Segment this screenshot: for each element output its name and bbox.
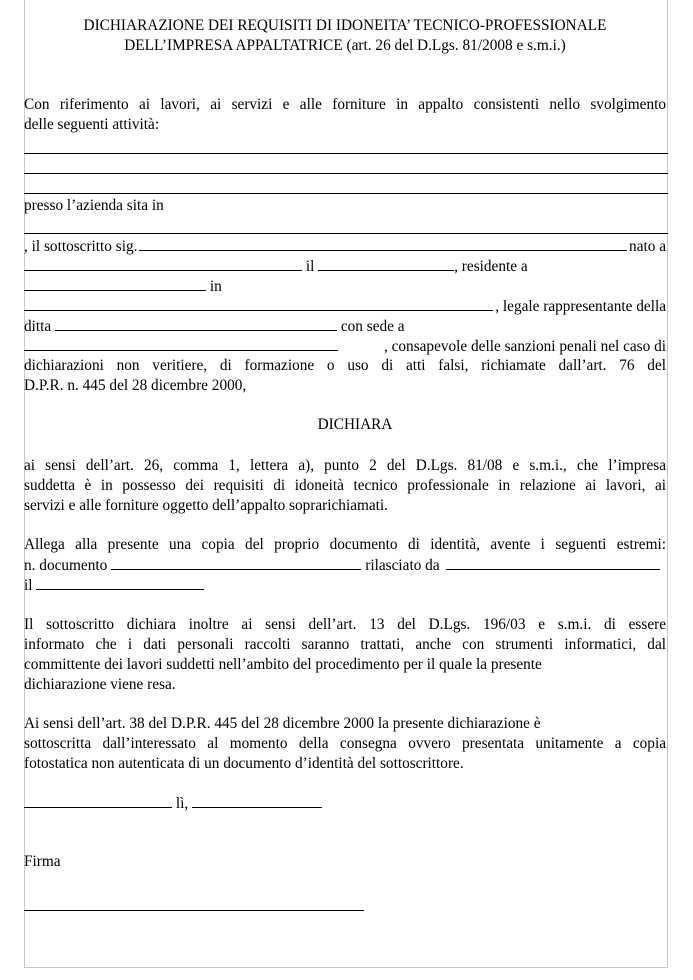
date-field[interactable]	[192, 793, 322, 808]
declares-heading: DICHIARA	[317, 416, 393, 433]
activities-field-line-1[interactable]	[24, 153, 668, 154]
activities-field-line-3[interactable]	[24, 193, 668, 194]
address-field-line[interactable]	[24, 233, 668, 234]
residence-row	[24, 276, 222, 297]
art38-line-1: Ai sensi dell’art. 38 del D.P.R. 445 del 28 dicembre 2000 la presente dichiarazione è	[24, 715, 541, 732]
residence-address-field[interactable]	[24, 296, 493, 311]
place-date-row	[24, 793, 322, 814]
art38-line-3: fotostatica non autenticata di un documento d’identità del sottoscrittore.	[24, 755, 464, 772]
company-label: ditta	[24, 318, 52, 335]
legal-representative-label: , legale rappresentante della	[495, 298, 666, 315]
declaration-line-1: ai sensi dell’art. 26, comma 1, lettera a), punto 2 del D.Lgs. 81/08 e s.m.i., che l’impresa	[24, 457, 666, 474]
activities-field-line-2[interactable]	[24, 173, 668, 174]
intro-line-1: Con riferimento ai lavori, ai servizi e alle forniture in appalto consistenti nello svolgimento	[24, 96, 666, 113]
document-row	[24, 555, 666, 576]
headquarters-field[interactable]	[24, 336, 338, 351]
birth-row	[24, 256, 528, 277]
residence-field[interactable]	[24, 276, 206, 291]
issued-by-label: rilasciato da	[365, 557, 440, 574]
signer-name-field[interactable]	[139, 236, 627, 251]
in-label: in	[209, 278, 222, 295]
awareness-line-2: dichiarazioni non veritiere, di formazione o uso di atti falsi, richiamate dall’art. 76 del	[24, 357, 666, 374]
document-number-label: n. documento	[24, 557, 108, 574]
headquarters-label: con sede a	[340, 318, 405, 335]
privacy-line-4: dichiarazione viene resa.	[24, 676, 176, 693]
document-number-field[interactable]	[111, 555, 361, 570]
document-title-line-1: DICHIARAZIONE DEI REQUISITI DI IDONEITA’ TECNICO-PROFESSIONALE	[83, 17, 607, 34]
birthplace-field[interactable]	[24, 256, 302, 271]
art38-line-2: sottoscritta dall’interessato al momento della consegna ovvero presentata unitamente a copia	[24, 735, 666, 752]
awareness-row	[24, 336, 666, 357]
document-title-line-2: DELL’IMPRESA APPALTATRICE (art. 26 del D.Lgs. 81/2008 e s.m.i.)	[124, 37, 566, 54]
issue-date-row	[24, 575, 204, 596]
signature-label: Firma	[24, 853, 61, 870]
privacy-line-1: Il sottoscritto dichiara inoltre ai sensi dell’art. 13 del D.Lgs. 196/03 e s.m.i. di essere	[24, 616, 666, 633]
place-field[interactable]	[24, 793, 172, 808]
privacy-line-2: informato che i dati personali raccolti saranno trattati, anche con strumenti informatici, dal	[24, 636, 666, 653]
birthplace-label: nato a	[629, 238, 666, 255]
signer-label: , il sottoscritto sig.	[24, 238, 138, 255]
issue-date-field[interactable]	[36, 575, 204, 590]
declaration-line-2: suddetta è in possesso dei requisiti di idoneità tecnico professionale in relazione ai lavori, ai	[24, 477, 666, 494]
awareness-line-3: D.P.R. n. 445 del 28 dicembre 2000,	[24, 377, 247, 394]
intro-line-2: delle seguenti attività:	[24, 116, 160, 133]
privacy-line-3: committente dei lavori suddetti nell’ambito del procedimento per il quale la presente	[24, 656, 542, 673]
issue-date-label: il	[24, 577, 33, 594]
signer-row	[24, 236, 666, 257]
company-row	[24, 316, 405, 337]
place-date-label: lì,	[175, 795, 189, 812]
company-name-field[interactable]	[55, 316, 337, 331]
declaration-line-3: servizi e alle forniture oggetto dell’appalto soprarichiamati.	[24, 497, 389, 514]
birthdate-field[interactable]	[318, 256, 454, 271]
birthdate-label: il	[305, 258, 315, 275]
residence-label: , residente a	[454, 258, 528, 275]
awareness-text: , consapevole delle sanzioni penali nel caso di	[383, 338, 666, 355]
representative-row	[24, 296, 666, 317]
issued-by-field[interactable]	[446, 555, 660, 570]
signature-field[interactable]	[24, 910, 364, 911]
attachment-line-1: Allega alla presente una copia del proprio documento di identità, avente i seguenti estremi:	[24, 536, 666, 553]
presso-label: presso l’azienda sita in	[24, 197, 164, 214]
